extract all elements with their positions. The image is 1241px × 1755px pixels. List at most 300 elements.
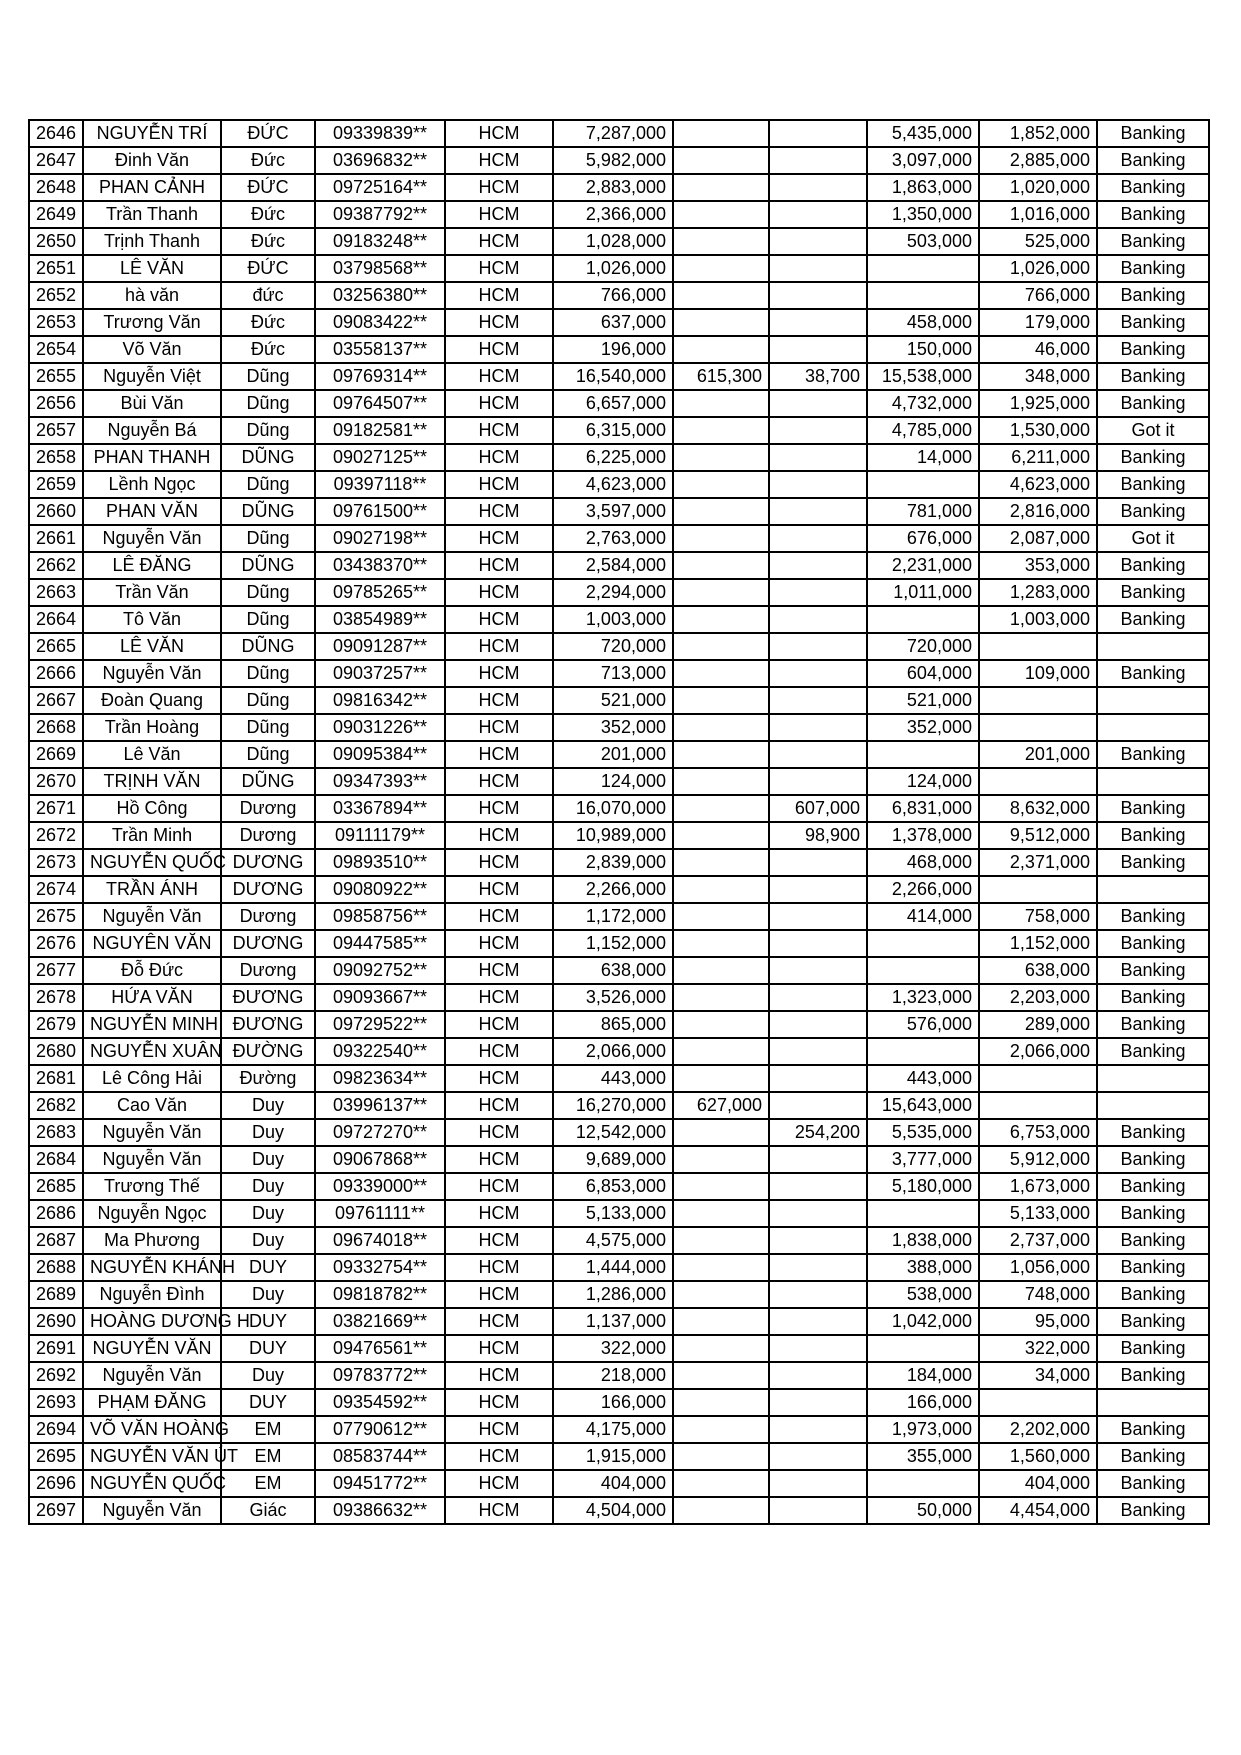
phone-number-cell: 09858756** bbox=[315, 903, 445, 930]
payment-method-cell: Banking bbox=[1097, 552, 1209, 579]
table-row bbox=[29, 255, 1209, 282]
payment-method-cell: Banking bbox=[1097, 1254, 1209, 1281]
phone-number-cell: 09332754** bbox=[315, 1254, 445, 1281]
surname-cell: PHAN THANH bbox=[83, 444, 221, 471]
city-cell: HCM bbox=[445, 795, 553, 822]
row-number-cell: 2652 bbox=[29, 282, 83, 309]
paid-amount-cell: 166,000 bbox=[867, 1389, 979, 1416]
payment-method-cell: Banking bbox=[1097, 1281, 1209, 1308]
city-cell: HCM bbox=[445, 984, 553, 1011]
city-cell: HCM bbox=[445, 1119, 553, 1146]
paid-amount-cell bbox=[867, 1038, 979, 1065]
phone-number-cell: 09818782** bbox=[315, 1281, 445, 1308]
payment-method-cell: Banking bbox=[1097, 795, 1209, 822]
total-amount-cell: 352,000 bbox=[553, 714, 673, 741]
remaining-amount-cell: 109,000 bbox=[979, 660, 1097, 687]
total-amount-cell: 521,000 bbox=[553, 687, 673, 714]
remaining-amount-cell: 4,454,000 bbox=[979, 1497, 1097, 1524]
paid-amount-cell: 1,042,000 bbox=[867, 1308, 979, 1335]
city-cell: HCM bbox=[445, 633, 553, 660]
remaining-amount-cell: 201,000 bbox=[979, 741, 1097, 768]
payment-method-cell: Banking bbox=[1097, 1146, 1209, 1173]
table-row bbox=[29, 822, 1209, 849]
deduction-1-cell bbox=[673, 1254, 769, 1281]
payment-method-cell bbox=[1097, 876, 1209, 903]
payment-method-cell: Banking bbox=[1097, 660, 1209, 687]
deduction-1-cell bbox=[673, 498, 769, 525]
deduction-1-cell bbox=[673, 957, 769, 984]
row-number-cell: 2676 bbox=[29, 930, 83, 957]
row-number-cell: 2653 bbox=[29, 309, 83, 336]
given-name-cell: Dương bbox=[221, 822, 315, 849]
row-number-cell: 2686 bbox=[29, 1200, 83, 1227]
surname-cell: TRẦN ÁNH bbox=[83, 876, 221, 903]
table-row bbox=[29, 471, 1209, 498]
row-number-cell: 2658 bbox=[29, 444, 83, 471]
deduction-2-cell bbox=[769, 1335, 867, 1362]
total-amount-cell: 2,066,000 bbox=[553, 1038, 673, 1065]
payment-method-cell: Banking bbox=[1097, 957, 1209, 984]
remaining-amount-cell: 1,560,000 bbox=[979, 1443, 1097, 1470]
deduction-2-cell bbox=[769, 201, 867, 228]
table-row bbox=[29, 201, 1209, 228]
remaining-amount-cell bbox=[979, 633, 1097, 660]
surname-cell: HỨA VĂN bbox=[83, 984, 221, 1011]
surname-cell: Nguyễn Văn bbox=[83, 903, 221, 930]
row-number-cell: 2683 bbox=[29, 1119, 83, 1146]
payment-method-cell: Banking bbox=[1097, 822, 1209, 849]
table-row bbox=[29, 1173, 1209, 1200]
given-name-cell: Giác bbox=[221, 1497, 315, 1524]
city-cell: HCM bbox=[445, 174, 553, 201]
table-row bbox=[29, 1308, 1209, 1335]
given-name-cell: Duy bbox=[221, 1092, 315, 1119]
row-number-cell: 2684 bbox=[29, 1146, 83, 1173]
given-name-cell: Dũng bbox=[221, 741, 315, 768]
paid-amount-cell bbox=[867, 255, 979, 282]
city-cell: HCM bbox=[445, 1389, 553, 1416]
given-name-cell: Dũng bbox=[221, 687, 315, 714]
given-name-cell: Duy bbox=[221, 1227, 315, 1254]
deduction-1-cell bbox=[673, 1470, 769, 1497]
paid-amount-cell: 150,000 bbox=[867, 336, 979, 363]
payment-method-cell: Banking bbox=[1097, 1308, 1209, 1335]
table-row bbox=[29, 1362, 1209, 1389]
table-row bbox=[29, 1038, 1209, 1065]
table-row bbox=[29, 1119, 1209, 1146]
surname-cell: LÊ ĐĂNG bbox=[83, 552, 221, 579]
phone-number-cell: 09091287** bbox=[315, 633, 445, 660]
given-name-cell: ĐƯƠNG bbox=[221, 1011, 315, 1038]
total-amount-cell: 6,853,000 bbox=[553, 1173, 673, 1200]
deduction-1-cell bbox=[673, 444, 769, 471]
phone-number-cell: 03696832** bbox=[315, 147, 445, 174]
table-row bbox=[29, 1335, 1209, 1362]
surname-cell: Trịnh Thanh bbox=[83, 228, 221, 255]
payment-method-cell: Banking bbox=[1097, 1200, 1209, 1227]
phone-number-cell: 09183248** bbox=[315, 228, 445, 255]
remaining-amount-cell bbox=[979, 1389, 1097, 1416]
payment-method-cell bbox=[1097, 768, 1209, 795]
row-number-cell: 2690 bbox=[29, 1308, 83, 1335]
table-row bbox=[29, 525, 1209, 552]
deduction-2-cell bbox=[769, 1173, 867, 1200]
city-cell: HCM bbox=[445, 147, 553, 174]
deduction-2-cell bbox=[769, 228, 867, 255]
deduction-1-cell bbox=[673, 768, 769, 795]
remaining-amount-cell: 638,000 bbox=[979, 957, 1097, 984]
row-number-cell: 2677 bbox=[29, 957, 83, 984]
deduction-2-cell bbox=[769, 552, 867, 579]
row-number-cell: 2649 bbox=[29, 201, 83, 228]
phone-number-cell: 03558137** bbox=[315, 336, 445, 363]
remaining-amount-cell bbox=[979, 1065, 1097, 1092]
phone-number-cell: 09725164** bbox=[315, 174, 445, 201]
remaining-amount-cell: 748,000 bbox=[979, 1281, 1097, 1308]
row-number-cell: 2650 bbox=[29, 228, 83, 255]
row-number-cell: 2667 bbox=[29, 687, 83, 714]
table-row bbox=[29, 957, 1209, 984]
surname-cell: NGUYỄN XUÂN bbox=[83, 1038, 221, 1065]
payment-method-cell: Banking bbox=[1097, 1038, 1209, 1065]
table-row bbox=[29, 1146, 1209, 1173]
given-name-cell: Dũng bbox=[221, 525, 315, 552]
given-name-cell: EM bbox=[221, 1443, 315, 1470]
remaining-amount-cell bbox=[979, 1092, 1097, 1119]
given-name-cell: Dũng bbox=[221, 471, 315, 498]
surname-cell: Nguyễn Văn bbox=[83, 1146, 221, 1173]
deduction-2-cell bbox=[769, 120, 867, 147]
row-number-cell: 2679 bbox=[29, 1011, 83, 1038]
deduction-1-cell bbox=[673, 606, 769, 633]
city-cell: HCM bbox=[445, 957, 553, 984]
deduction-1-cell bbox=[673, 930, 769, 957]
row-number-cell: 2647 bbox=[29, 147, 83, 174]
table-row bbox=[29, 174, 1209, 201]
table-row bbox=[29, 1281, 1209, 1308]
surname-cell: NGUYỄN QUỐC bbox=[83, 849, 221, 876]
surname-cell: Nguyễn Văn bbox=[83, 660, 221, 687]
row-number-cell: 2674 bbox=[29, 876, 83, 903]
city-cell: HCM bbox=[445, 336, 553, 363]
deduction-1-cell: 627,000 bbox=[673, 1092, 769, 1119]
row-number-cell: 2651 bbox=[29, 255, 83, 282]
given-name-cell: DŨNG bbox=[221, 444, 315, 471]
deduction-2-cell bbox=[769, 174, 867, 201]
row-number-cell: 2666 bbox=[29, 660, 83, 687]
remaining-amount-cell: 5,912,000 bbox=[979, 1146, 1097, 1173]
deduction-2-cell bbox=[769, 903, 867, 930]
paid-amount-cell: 355,000 bbox=[867, 1443, 979, 1470]
phone-number-cell: 09339839** bbox=[315, 120, 445, 147]
payment-method-cell: Banking bbox=[1097, 120, 1209, 147]
row-number-cell: 2672 bbox=[29, 822, 83, 849]
total-amount-cell: 766,000 bbox=[553, 282, 673, 309]
paid-amount-cell: 1,973,000 bbox=[867, 1416, 979, 1443]
total-amount-cell: 1,444,000 bbox=[553, 1254, 673, 1281]
table-row bbox=[29, 660, 1209, 687]
paid-amount-cell bbox=[867, 1200, 979, 1227]
payment-method-cell bbox=[1097, 687, 1209, 714]
phone-number-cell: 09067868** bbox=[315, 1146, 445, 1173]
table-row bbox=[29, 444, 1209, 471]
table-row bbox=[29, 1389, 1209, 1416]
total-amount-cell: 2,366,000 bbox=[553, 201, 673, 228]
surname-cell: Bùi Văn bbox=[83, 390, 221, 417]
phone-number-cell: 09339000** bbox=[315, 1173, 445, 1200]
row-number-cell: 2678 bbox=[29, 984, 83, 1011]
table-row bbox=[29, 1416, 1209, 1443]
total-amount-cell: 16,070,000 bbox=[553, 795, 673, 822]
table-row bbox=[29, 498, 1209, 525]
total-amount-cell: 2,584,000 bbox=[553, 552, 673, 579]
surname-cell: PHẠM ĐĂNG bbox=[83, 1389, 221, 1416]
table-row bbox=[29, 1092, 1209, 1119]
paid-amount-cell: 458,000 bbox=[867, 309, 979, 336]
city-cell: HCM bbox=[445, 228, 553, 255]
remaining-amount-cell: 4,623,000 bbox=[979, 471, 1097, 498]
phone-number-cell: 09322540** bbox=[315, 1038, 445, 1065]
table-row bbox=[29, 579, 1209, 606]
paid-amount-cell: 388,000 bbox=[867, 1254, 979, 1281]
row-number-cell: 2656 bbox=[29, 390, 83, 417]
payment-method-cell: Banking bbox=[1097, 606, 1209, 633]
deduction-1-cell bbox=[673, 1281, 769, 1308]
total-amount-cell: 1,028,000 bbox=[553, 228, 673, 255]
surname-cell: TRỊNH VĂN bbox=[83, 768, 221, 795]
table-row bbox=[29, 768, 1209, 795]
city-cell: HCM bbox=[445, 1416, 553, 1443]
surname-cell: Trần Hoàng bbox=[83, 714, 221, 741]
total-amount-cell: 5,982,000 bbox=[553, 147, 673, 174]
remaining-amount-cell: 1,016,000 bbox=[979, 201, 1097, 228]
payment-method-cell: Banking bbox=[1097, 174, 1209, 201]
total-amount-cell: 1,172,000 bbox=[553, 903, 673, 930]
deduction-2-cell: 254,200 bbox=[769, 1119, 867, 1146]
city-cell: HCM bbox=[445, 714, 553, 741]
payment-method-cell: Banking bbox=[1097, 390, 1209, 417]
phone-number-cell: 09785265** bbox=[315, 579, 445, 606]
deduction-1-cell bbox=[673, 552, 769, 579]
total-amount-cell: 218,000 bbox=[553, 1362, 673, 1389]
total-amount-cell: 3,526,000 bbox=[553, 984, 673, 1011]
city-cell: HCM bbox=[445, 1470, 553, 1497]
phone-number-cell: 09083422** bbox=[315, 309, 445, 336]
deduction-1-cell bbox=[673, 660, 769, 687]
city-cell: HCM bbox=[445, 930, 553, 957]
payment-method-cell: Banking bbox=[1097, 201, 1209, 228]
payment-method-cell: Banking bbox=[1097, 1470, 1209, 1497]
deduction-2-cell bbox=[769, 579, 867, 606]
table-row bbox=[29, 687, 1209, 714]
paid-amount-cell: 414,000 bbox=[867, 903, 979, 930]
paid-amount-cell: 521,000 bbox=[867, 687, 979, 714]
remaining-amount-cell: 2,816,000 bbox=[979, 498, 1097, 525]
deduction-1-cell bbox=[673, 714, 769, 741]
deduction-2-cell bbox=[769, 957, 867, 984]
remaining-amount-cell: 348,000 bbox=[979, 363, 1097, 390]
row-number-cell: 2657 bbox=[29, 417, 83, 444]
surname-cell: Lềnh Ngọc bbox=[83, 471, 221, 498]
total-amount-cell: 865,000 bbox=[553, 1011, 673, 1038]
surname-cell: Đoàn Quang bbox=[83, 687, 221, 714]
paid-amount-cell: 503,000 bbox=[867, 228, 979, 255]
deduction-2-cell: 98,900 bbox=[769, 822, 867, 849]
phone-number-cell: 03798568** bbox=[315, 255, 445, 282]
payment-method-cell: Banking bbox=[1097, 930, 1209, 957]
payment-method-cell: Banking bbox=[1097, 336, 1209, 363]
row-number-cell: 2675 bbox=[29, 903, 83, 930]
city-cell: HCM bbox=[445, 201, 553, 228]
remaining-amount-cell: 758,000 bbox=[979, 903, 1097, 930]
surname-cell: NGUYỄN MINH bbox=[83, 1011, 221, 1038]
remaining-amount-cell: 2,203,000 bbox=[979, 984, 1097, 1011]
given-name-cell: EM bbox=[221, 1470, 315, 1497]
city-cell: HCM bbox=[445, 687, 553, 714]
surname-cell: Trương Văn bbox=[83, 309, 221, 336]
remaining-amount-cell: 766,000 bbox=[979, 282, 1097, 309]
given-name-cell: DUY bbox=[221, 1254, 315, 1281]
surname-cell: Trần Minh bbox=[83, 822, 221, 849]
deduction-2-cell bbox=[769, 1011, 867, 1038]
total-amount-cell: 1,003,000 bbox=[553, 606, 673, 633]
remaining-amount-cell: 6,753,000 bbox=[979, 1119, 1097, 1146]
table-row bbox=[29, 1254, 1209, 1281]
table-row bbox=[29, 417, 1209, 444]
city-cell: HCM bbox=[445, 579, 553, 606]
remaining-amount-cell: 2,371,000 bbox=[979, 849, 1097, 876]
remaining-amount-cell: 1,152,000 bbox=[979, 930, 1097, 957]
deduction-1-cell bbox=[673, 174, 769, 201]
given-name-cell: DŨNG bbox=[221, 633, 315, 660]
paid-amount-cell: 1,378,000 bbox=[867, 822, 979, 849]
phone-number-cell: 09027198** bbox=[315, 525, 445, 552]
payment-method-cell: Banking bbox=[1097, 147, 1209, 174]
surname-cell: LÊ VĂN bbox=[83, 255, 221, 282]
row-number-cell: 2646 bbox=[29, 120, 83, 147]
surname-cell: Lê Công Hải bbox=[83, 1065, 221, 1092]
surname-cell: NGUYỄN VĂN bbox=[83, 1335, 221, 1362]
phone-number-cell: 03996137** bbox=[315, 1092, 445, 1119]
table-row bbox=[29, 147, 1209, 174]
city-cell: HCM bbox=[445, 876, 553, 903]
given-name-cell: Dũng bbox=[221, 579, 315, 606]
row-number-cell: 2673 bbox=[29, 849, 83, 876]
paid-amount-cell: 468,000 bbox=[867, 849, 979, 876]
phone-number-cell: 09764507** bbox=[315, 390, 445, 417]
deduction-1-cell bbox=[673, 1146, 769, 1173]
paid-amount-cell: 538,000 bbox=[867, 1281, 979, 1308]
paid-amount-cell: 604,000 bbox=[867, 660, 979, 687]
surname-cell: PHAN VĂN bbox=[83, 498, 221, 525]
phone-number-cell: 09729522** bbox=[315, 1011, 445, 1038]
row-number-cell: 2682 bbox=[29, 1092, 83, 1119]
paid-amount-cell: 5,535,000 bbox=[867, 1119, 979, 1146]
row-number-cell: 2664 bbox=[29, 606, 83, 633]
deduction-1-cell bbox=[673, 120, 769, 147]
phone-number-cell: 09093667** bbox=[315, 984, 445, 1011]
surname-cell: NGUYỄN TRÍ bbox=[83, 120, 221, 147]
deduction-1-cell bbox=[673, 228, 769, 255]
city-cell: HCM bbox=[445, 525, 553, 552]
deduction-1-cell bbox=[673, 1227, 769, 1254]
row-number-cell: 2668 bbox=[29, 714, 83, 741]
total-amount-cell: 638,000 bbox=[553, 957, 673, 984]
deduction-2-cell: 38,700 bbox=[769, 363, 867, 390]
phone-number-cell: 03821669** bbox=[315, 1308, 445, 1335]
given-name-cell: DŨNG bbox=[221, 552, 315, 579]
city-cell: HCM bbox=[445, 1281, 553, 1308]
paid-amount-cell: 1,011,000 bbox=[867, 579, 979, 606]
table-row bbox=[29, 714, 1209, 741]
total-amount-cell: 1,152,000 bbox=[553, 930, 673, 957]
remaining-amount-cell: 2,087,000 bbox=[979, 525, 1097, 552]
given-name-cell: DUY bbox=[221, 1308, 315, 1335]
phone-number-cell: 09354592** bbox=[315, 1389, 445, 1416]
payment-method-cell: Banking bbox=[1097, 1335, 1209, 1362]
deduction-1-cell bbox=[673, 1362, 769, 1389]
deduction-1-cell bbox=[673, 525, 769, 552]
paid-amount-cell bbox=[867, 471, 979, 498]
deduction-2-cell bbox=[769, 498, 867, 525]
total-amount-cell: 4,623,000 bbox=[553, 471, 673, 498]
paid-amount-cell bbox=[867, 606, 979, 633]
deduction-2-cell bbox=[769, 1362, 867, 1389]
remaining-amount-cell: 353,000 bbox=[979, 552, 1097, 579]
row-number-cell: 2661 bbox=[29, 525, 83, 552]
given-name-cell: ĐƯỜNG bbox=[221, 1038, 315, 1065]
deduction-1-cell bbox=[673, 822, 769, 849]
payment-method-cell: Banking bbox=[1097, 471, 1209, 498]
remaining-amount-cell: 8,632,000 bbox=[979, 795, 1097, 822]
row-number-cell: 2680 bbox=[29, 1038, 83, 1065]
phone-number-cell: 09031226** bbox=[315, 714, 445, 741]
payment-method-cell: Banking bbox=[1097, 849, 1209, 876]
total-amount-cell: 720,000 bbox=[553, 633, 673, 660]
paid-amount-cell: 1,350,000 bbox=[867, 201, 979, 228]
city-cell: HCM bbox=[445, 903, 553, 930]
deduction-1-cell bbox=[673, 147, 769, 174]
deduction-1-cell bbox=[673, 1065, 769, 1092]
total-amount-cell: 12,542,000 bbox=[553, 1119, 673, 1146]
phone-number-cell: 09092752** bbox=[315, 957, 445, 984]
table-row bbox=[29, 120, 1209, 147]
remaining-amount-cell: 1,026,000 bbox=[979, 255, 1097, 282]
deduction-2-cell bbox=[769, 1497, 867, 1524]
total-amount-cell: 196,000 bbox=[553, 336, 673, 363]
table-row bbox=[29, 741, 1209, 768]
total-amount-cell: 2,294,000 bbox=[553, 579, 673, 606]
payment-method-cell: Banking bbox=[1097, 363, 1209, 390]
total-amount-cell: 16,270,000 bbox=[553, 1092, 673, 1119]
given-name-cell: DUY bbox=[221, 1389, 315, 1416]
total-amount-cell: 2,839,000 bbox=[553, 849, 673, 876]
total-amount-cell: 1,137,000 bbox=[553, 1308, 673, 1335]
phone-number-cell: 09037257** bbox=[315, 660, 445, 687]
phone-number-cell: 09761500** bbox=[315, 498, 445, 525]
deduction-1-cell bbox=[673, 1335, 769, 1362]
remaining-amount-cell bbox=[979, 876, 1097, 903]
remaining-amount-cell: 9,512,000 bbox=[979, 822, 1097, 849]
deduction-2-cell bbox=[769, 390, 867, 417]
table-row bbox=[29, 876, 1209, 903]
deduction-2-cell bbox=[769, 1254, 867, 1281]
city-cell: HCM bbox=[445, 1254, 553, 1281]
given-name-cell: DƯƠNG bbox=[221, 930, 315, 957]
payment-method-cell bbox=[1097, 1389, 1209, 1416]
total-amount-cell: 16,540,000 bbox=[553, 363, 673, 390]
deduction-1-cell: 615,300 bbox=[673, 363, 769, 390]
